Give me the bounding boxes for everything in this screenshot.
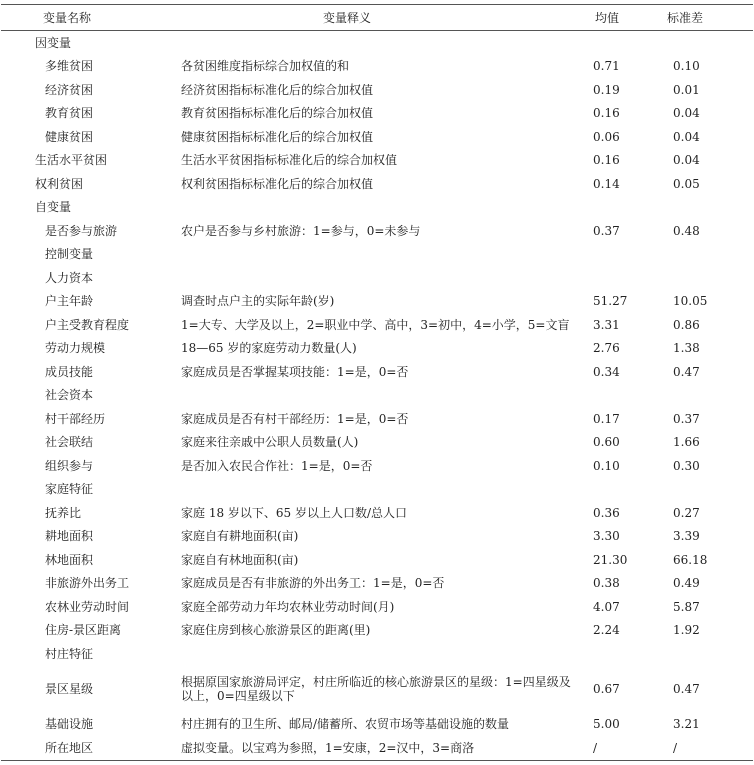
mean-cell: 0.60 <box>593 435 620 450</box>
mean-cell <box>583 196 665 220</box>
table-row <box>1 619 753 643</box>
mean-cell: 0.16 <box>593 153 620 168</box>
mean-cell: 3.30 <box>593 529 620 544</box>
variable-name-cell: 社会联结 <box>45 435 94 450</box>
std-dev-cell: 0.48 <box>673 223 700 238</box>
table-row <box>1 595 753 619</box>
std-dev-cell: 0.04 <box>673 153 700 168</box>
std-dev-cell: 5.87 <box>673 599 700 614</box>
mean-cell: 0.34 <box>593 364 620 379</box>
table-row <box>1 290 753 314</box>
mean-cell: 0.36 <box>593 505 620 520</box>
variable-name-cell: 教育贫困 <box>45 106 94 121</box>
mean-cell: 2.24 <box>593 623 620 638</box>
mean-cell <box>583 266 665 290</box>
table-row <box>1 149 753 173</box>
table-row <box>1 172 753 196</box>
std-dev-cell: 66.18 <box>673 552 708 567</box>
std-dev-cell: 0.27 <box>673 505 700 520</box>
std-dev-cell: 3.21 <box>673 717 700 732</box>
variable-description-cell: 根据原国家旅游局评定，村庄所临近的核心旅游景区的星级：1=四星级及以上，0=四星级以下 <box>181 675 571 703</box>
variable-description-cell: 家庭住房到核心旅游景区的距离(里) <box>181 623 371 638</box>
variable-description-cell <box>147 243 583 267</box>
std-dev-cell: 0.86 <box>673 317 700 332</box>
variable-name-cell: 健康贫困 <box>45 129 94 144</box>
mean-cell: 0.71 <box>593 59 620 74</box>
mean-cell: 0.37 <box>593 223 620 238</box>
std-dev-cell: 0.47 <box>673 364 700 379</box>
mean-cell: 4.07 <box>593 599 620 614</box>
std-dev-cell <box>665 384 753 408</box>
table-body <box>1 31 753 761</box>
table-row <box>1 78 753 102</box>
variable-description-cell: 家庭成员是否有非旅游的外出务工：1=是，0=否 <box>181 576 445 591</box>
table-row <box>1 196 753 220</box>
mean-cell: 3.31 <box>593 317 620 332</box>
table-row <box>1 501 753 525</box>
table-row <box>1 713 753 737</box>
mean-cell <box>583 478 665 502</box>
std-dev-cell: 10.05 <box>673 294 708 309</box>
variable-description-cell: 家庭自有耕地面积(亩) <box>181 529 299 544</box>
variable-description-cell: 健康贫困指标标准化后的综合加权值 <box>181 129 374 144</box>
std-dev-cell <box>665 642 753 666</box>
variable-name-cell: 农林业劳动时间 <box>45 599 130 614</box>
variable-name-cell: 家庭特征 <box>45 482 94 497</box>
variable-name-cell: 村庄特征 <box>45 646 94 661</box>
variable-description-cell <box>147 642 583 666</box>
mean-cell: 0.06 <box>593 129 620 144</box>
mean-cell: 0.16 <box>593 106 620 121</box>
std-dev-cell: 0.49 <box>673 576 700 591</box>
variable-name-cell: 所在地区 <box>1 736 147 760</box>
table-row <box>1 431 753 455</box>
mean-cell: 0.38 <box>593 576 620 591</box>
std-dev-cell: 0.04 <box>673 129 700 144</box>
std-dev-cell <box>665 243 753 267</box>
variable-description-cell <box>147 31 583 55</box>
table-row <box>1 219 753 243</box>
std-dev-cell <box>665 31 753 55</box>
mean-cell: 0.14 <box>593 176 620 191</box>
std-dev-cell: 1.66 <box>673 435 700 450</box>
std-dev-cell: 0.47 <box>673 682 700 696</box>
header-variable-name: 变量名称 <box>1 5 147 31</box>
variable-name-cell: 劳动力规模 <box>45 341 106 356</box>
std-dev-cell: 1.92 <box>673 623 700 638</box>
mean-cell: 5.00 <box>593 717 620 732</box>
table-row <box>1 736 753 760</box>
mean-cell: 0.10 <box>593 458 620 473</box>
variable-name-cell: 组织参与 <box>45 458 94 473</box>
variable-description-cell: 调查时点户主的实际年龄(岁) <box>181 294 335 309</box>
table-row <box>1 243 753 267</box>
variable-name-cell: 林地面积 <box>45 552 94 567</box>
std-dev-cell: 1.38 <box>673 341 700 356</box>
variable-description-cell: 家庭成员是否有村干部经历：1=是，0=否 <box>181 411 409 426</box>
variable-name-cell: 景区星级 <box>45 682 94 696</box>
variable-description-cell: 农户是否参与乡村旅游：1=参与，0=未参与 <box>181 223 421 238</box>
variable-name-cell: 户主年龄 <box>45 294 94 309</box>
variable-name-cell: 基础设施 <box>45 717 94 732</box>
variable-table <box>1 4 753 761</box>
std-dev-cell <box>665 196 753 220</box>
table-row <box>1 478 753 502</box>
variable-name-cell: 耕地面积 <box>45 529 94 544</box>
table-row <box>1 525 753 549</box>
mean-cell <box>583 31 665 55</box>
table-row <box>1 102 753 126</box>
variable-description-cell: 家庭自有林地面积(亩) <box>181 552 299 567</box>
table-row <box>1 337 753 361</box>
variable-description-cell: 是否加入农民合作社：1=是，0=否 <box>181 458 373 473</box>
variable-description-cell: 权利贫困指标标准化后的综合加权值 <box>181 176 374 191</box>
variable-name-cell: 自变量 <box>35 200 72 215</box>
variable-description-cell <box>147 196 583 220</box>
variable-description-cell: 家庭来往亲戚中公职人员数量(人) <box>181 435 359 450</box>
mean-cell: 2.76 <box>593 341 620 356</box>
variable-description-cell <box>147 266 583 290</box>
variable-name-cell: 控制变量 <box>45 247 94 262</box>
variable-description-cell: 教育贫困指标标准化后的综合加权值 <box>181 106 374 121</box>
mean-cell <box>583 642 665 666</box>
header-variable-description: 变量释义 <box>147 5 583 31</box>
mean-cell: 21.30 <box>593 552 628 567</box>
table-row <box>1 266 753 290</box>
variable-name-cell: 是否参与旅游 <box>45 223 118 238</box>
table-row <box>1 31 753 55</box>
variable-description-cell: 虚拟变量。以宝鸡为参照，1=安康，2=汉中，3=商洛 <box>147 736 583 760</box>
std-dev-cell: / <box>665 736 753 760</box>
variable-name-cell: 生活水平贫困 <box>35 153 108 168</box>
variable-name-cell: 权利贫困 <box>35 176 84 191</box>
table-header <box>1 5 753 31</box>
table-row <box>1 642 753 666</box>
variable-name-cell: 经济贫困 <box>45 82 94 97</box>
variable-description-cell <box>147 478 583 502</box>
variable-name-cell: 村干部经历 <box>45 411 106 426</box>
variable-description-cell: 家庭成员是否掌握某项技能：1=是，0=否 <box>181 364 409 379</box>
mean-cell: 0.67 <box>593 682 620 696</box>
variable-name-cell: 成员技能 <box>45 364 94 379</box>
variable-description-cell <box>147 384 583 408</box>
std-dev-cell <box>665 266 753 290</box>
variable-description-cell: 各贫困维度指标综合加权值的和 <box>181 59 350 74</box>
std-dev-cell: 0.04 <box>673 106 700 121</box>
variable-name-cell: 人力资本 <box>45 270 94 285</box>
mean-cell: / <box>583 736 665 760</box>
variable-name-cell: 多维贫困 <box>45 59 94 74</box>
table-row <box>1 313 753 337</box>
mean-cell: 0.19 <box>593 82 620 97</box>
variable-name-cell: 抚养比 <box>45 505 82 520</box>
header-std-dev: 标准差 <box>665 5 753 31</box>
std-dev-cell: 0.37 <box>673 411 700 426</box>
mean-cell <box>583 243 665 267</box>
mean-cell: 0.17 <box>593 411 620 426</box>
variable-description-cell: 1=大专、大学及以上，2=职业中学、高中，3=初中，4=小学，5=文盲 <box>181 317 570 332</box>
header-mean: 均值 <box>583 5 665 31</box>
table-row <box>1 407 753 431</box>
variable-name-cell: 住房-景区距离 <box>45 623 122 638</box>
variable-description-cell: 经济贫困指标标准化后的综合加权值 <box>181 82 374 97</box>
std-dev-cell: 0.30 <box>673 458 700 473</box>
table-row <box>1 55 753 79</box>
mean-cell: 51.27 <box>593 294 628 309</box>
table-row <box>1 548 753 572</box>
table-row <box>1 360 753 384</box>
table-row <box>1 572 753 596</box>
table-row <box>1 384 753 408</box>
std-dev-cell: 0.10 <box>673 59 700 74</box>
variable-description-cell: 生活水平贫困指标标准化后的综合加权值 <box>181 153 398 168</box>
variable-description-cell: 家庭 18 岁以下、65 岁以上人口数/总人口 <box>181 505 408 520</box>
variable-name-cell: 户主受教育程度 <box>45 317 130 332</box>
table-row <box>1 454 753 478</box>
variable-description-cell: 家庭全部劳动力年均农林业劳动时间(月) <box>181 599 395 614</box>
variable-name-cell: 因变量 <box>35 35 72 50</box>
std-dev-cell: 0.01 <box>673 82 700 97</box>
variable-description-cell: 18—65 岁的家庭劳动力数量(人) <box>181 341 357 356</box>
variable-name-cell: 社会资本 <box>45 388 94 403</box>
table-row <box>1 666 753 713</box>
std-dev-cell: 0.05 <box>673 176 700 191</box>
variable-name-cell: 非旅游外出务工 <box>45 576 130 591</box>
std-dev-cell: 3.39 <box>673 529 700 544</box>
table-row <box>1 125 753 149</box>
mean-cell <box>583 384 665 408</box>
variable-description-cell: 村庄拥有的卫生所、邮局/储蓄所、农贸市场等基础设施的数量 <box>181 717 510 732</box>
std-dev-cell <box>665 478 753 502</box>
